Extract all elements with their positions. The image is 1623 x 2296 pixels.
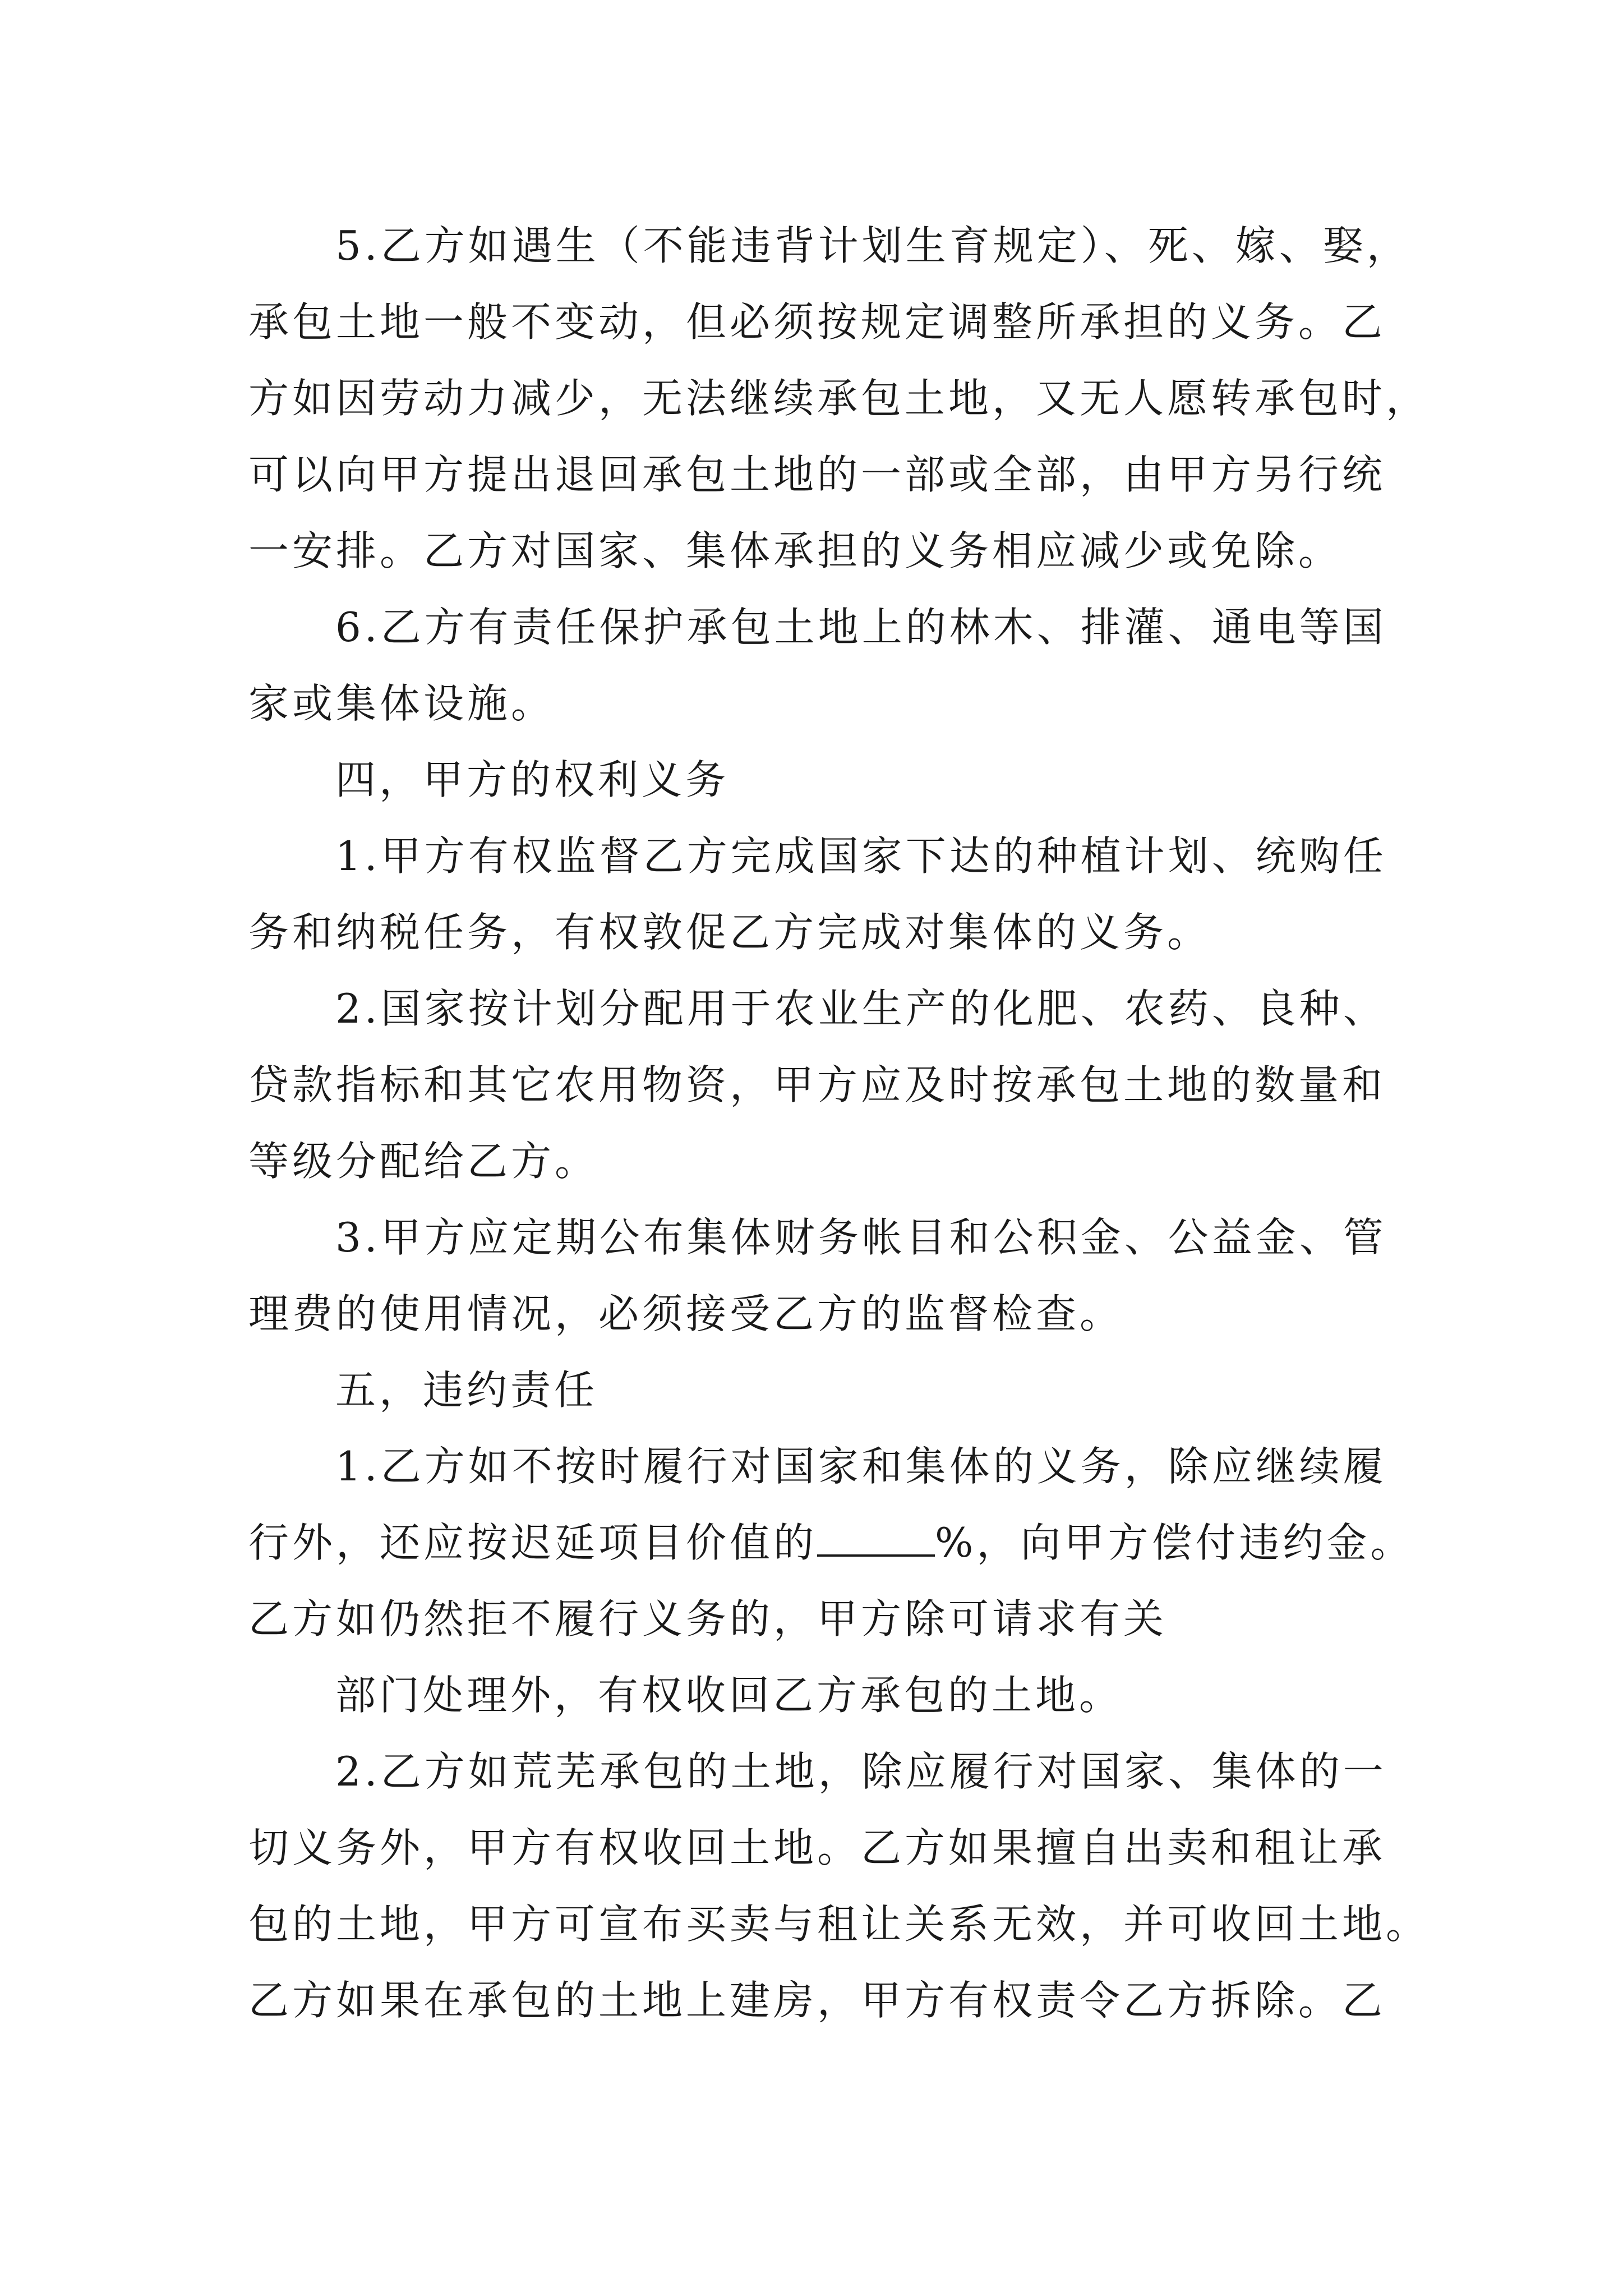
paragraph-line: 部门处理外，有权收回乙方承包的土地。 (335, 1672, 1123, 1719)
section-heading: 四，甲方的权利义务 (335, 756, 730, 803)
paragraph-line: 等级分配给乙方。 (248, 1138, 599, 1185)
paragraph-line: 3.甲方应定期公布集体财务帐目和公积金、公益金、管 (335, 1214, 1387, 1261)
paragraph-line: 1.甲方有权监督乙方完成国家下达的种植计划、统购任 (335, 832, 1387, 880)
paragraph-line: 1.乙方如不按时履行对国家和集体的义务，除应继续履 (335, 1443, 1387, 1490)
paragraph-line: 切义务外，甲方有权收回土地。乙方如果擅自出卖和租让承 (248, 1824, 1386, 1871)
paragraph-line: 贷款指标和其它农用物资，甲方应及时按承包土地的数量和 (248, 1061, 1386, 1108)
paragraph-line: 理费的使用情况，必须接受乙方的监督检查。 (248, 1290, 1124, 1337)
paragraph-line: 家或集体设施。 (248, 680, 555, 727)
paragraph-line: 6.乙方有责任保护承包土地上的林木、排灌、通电等国 (335, 604, 1387, 651)
paragraph-line: 乙方如果在承包的土地上建房，甲方有权责令乙方拆除。乙 (248, 1977, 1386, 2024)
contract-body (248, 208, 1430, 2039)
paragraph-line: 一安排。乙方对国家、集体承担的义务相应减少或免除。 (248, 527, 1343, 574)
paragraph-line: 包的土地，甲方可宣布买卖与租让关系无效，并可收回土地。 (248, 1901, 1430, 1948)
paragraph-line: 2.国家按计划分配用于农业生产的化肥、农药、良种、 (335, 985, 1387, 1032)
section-heading: 五，违约责任 (335, 1366, 598, 1414)
paragraph-line: 承包土地一般不变动，但必须按规定调整所承担的义务。乙 (248, 298, 1386, 346)
paragraph-line: 方如因劳动力减少，无法继续承包土地，又无人愿转承包时， (248, 375, 1430, 422)
fill-in-blank (817, 1521, 935, 1557)
paragraph-line: 乙方如仍然拒不履行义务的，甲方除可请求有关 (248, 1595, 1168, 1642)
paragraph-line: 5.乙方如遇生（不能违背计划生育规定）、死、嫁、娶， (335, 222, 1410, 269)
paragraph-line: 务和纳税任务，有权敦促乙方完成对集体的义务。 (248, 909, 1211, 956)
text-after-blank: %，向甲方偿付违约金。 (935, 1519, 1414, 1566)
text-before-blank: 行外，还应按迟延项目价值的 (248, 1519, 818, 1566)
paragraph-line: 2.乙方如荒芜承包的土地，除应履行对国家、集体的一 (335, 1748, 1387, 1795)
paragraph-line: 可以向甲方提出退回承包土地的一部或全部，由甲方另行统 (248, 451, 1386, 498)
paragraph-line-with-blank (248, 1504, 1414, 1581)
